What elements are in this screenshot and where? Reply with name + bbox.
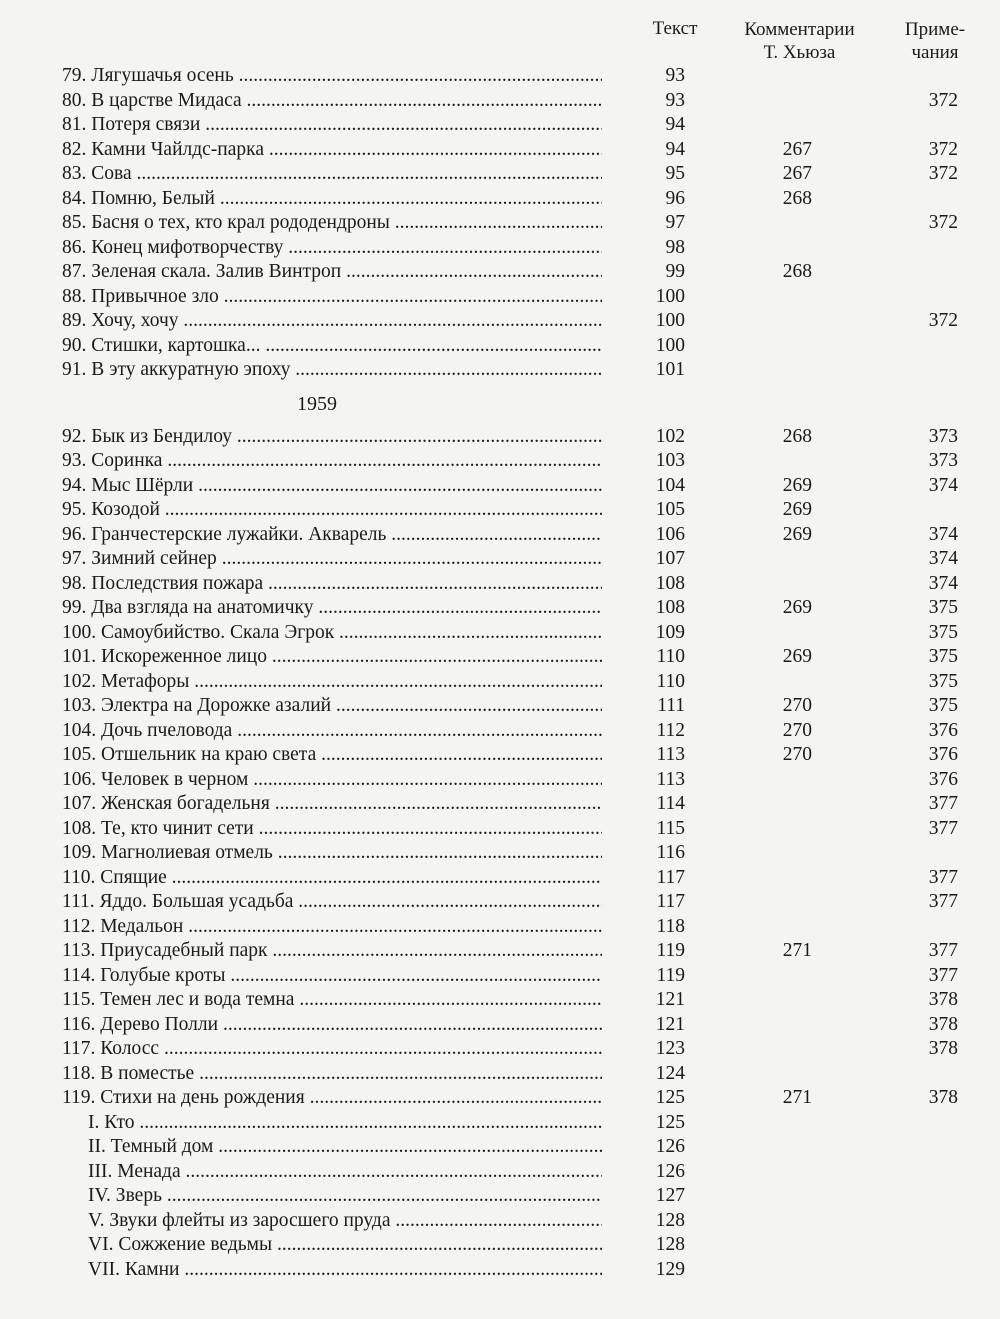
contents-row xyxy=(0,547,1000,572)
row-title: 101. Искореженное лицо ..... xyxy=(62,645,602,670)
row-text-page: 102 xyxy=(655,425,685,447)
row-text-page: 128 xyxy=(655,1234,685,1255)
row-title: 116. Дерево Полли ..... xyxy=(62,1013,602,1038)
row-text-page: 107 xyxy=(655,548,685,569)
row-title: 98. Последствия пожара ..... xyxy=(62,572,602,597)
row-text-page: 103 xyxy=(655,450,685,471)
row-comments-page: 267 xyxy=(782,138,812,160)
contents-row xyxy=(0,719,1000,744)
contents-row xyxy=(0,187,1000,212)
row-text-page: 110 xyxy=(656,646,685,667)
row-notes-page: 376 xyxy=(928,744,958,765)
contents-row xyxy=(0,890,1000,915)
row-title: III. Менада ..... xyxy=(88,1160,602,1185)
row-title: 96. Гранчестерские лужайки. Акварель ..... xyxy=(62,523,602,548)
row-text-page: 116 xyxy=(656,842,685,863)
row-title: 90. Стишки, картошка... ..... xyxy=(62,334,602,359)
row-text-page: 126 xyxy=(655,1160,685,1182)
row-notes-page: 374 xyxy=(928,474,958,496)
contents-row xyxy=(0,1184,1000,1209)
contents-row xyxy=(0,841,1000,866)
header-comments-line1: Комментарии xyxy=(744,19,855,40)
row-comments-page: 267 xyxy=(782,163,812,184)
contents-row xyxy=(0,1062,1000,1087)
row-notes-page: 377 xyxy=(928,964,958,986)
row-title: 94. Мыс Шёрли ..... xyxy=(62,474,602,499)
contents-row xyxy=(0,988,1000,1013)
header-notes-line2: чания xyxy=(911,42,959,63)
row-comments-page: 269 xyxy=(782,646,812,667)
header-text: Текст xyxy=(652,18,698,39)
row-notes-page: 372 xyxy=(928,138,958,160)
row-text-page: 126 xyxy=(655,1136,685,1157)
contents-row xyxy=(0,309,1000,334)
row-text-page: 93 xyxy=(665,89,685,111)
row-comments-page: 270 xyxy=(782,695,812,716)
row-comments-page: 269 xyxy=(782,474,812,496)
row-text-page: 119 xyxy=(656,964,685,986)
row-title: 84. Помню, Белый ..... xyxy=(62,187,602,212)
contents-row xyxy=(0,64,1000,89)
row-text-page: 128 xyxy=(655,1209,685,1231)
row-text-page: 99 xyxy=(665,261,685,282)
contents-row xyxy=(0,964,1000,989)
row-notes-page: 374 xyxy=(928,523,958,545)
row-title: V. Звуки флейты из заросшего пруда ..... xyxy=(88,1209,602,1234)
row-notes-page: 378 xyxy=(928,1087,958,1108)
row-notes-page: 378 xyxy=(928,1038,958,1059)
contents-group-1959 xyxy=(0,425,1000,1283)
contents-row xyxy=(0,285,1000,310)
header-comments-line2: Т. Хьюза xyxy=(763,42,836,63)
row-title: 91. В эту аккуратную эпоху ..... xyxy=(62,358,602,383)
row-text-page: 117 xyxy=(656,866,685,888)
contents-row xyxy=(0,138,1000,163)
row-text-page: 112 xyxy=(656,719,685,741)
row-text-page: 119 xyxy=(656,940,685,961)
header-notes xyxy=(895,18,975,64)
row-notes-page: 375 xyxy=(928,646,958,667)
row-notes-page: 378 xyxy=(928,989,958,1010)
row-notes-page: 373 xyxy=(928,425,958,447)
row-title: 114. Голубые кроты ..... xyxy=(62,964,602,989)
row-text-page: 101 xyxy=(655,359,685,380)
row-text-page: 123 xyxy=(655,1038,685,1059)
contents-row xyxy=(0,449,1000,474)
contents-row xyxy=(0,621,1000,646)
row-comments-page: 270 xyxy=(782,744,812,765)
row-comments-page: 268 xyxy=(782,425,812,447)
row-title: 113. Приусадебный парк ..... xyxy=(62,939,602,964)
contents-row xyxy=(0,1135,1000,1160)
contents-row xyxy=(0,1037,1000,1062)
row-text-page: 106 xyxy=(655,523,685,545)
row-title: 93. Соринка ..... xyxy=(62,449,602,474)
contents-row xyxy=(0,260,1000,285)
row-title: 97. Зимний сейнер ..... xyxy=(62,547,602,572)
row-text-page: 111 xyxy=(657,695,685,716)
row-text-page: 97 xyxy=(665,212,685,233)
row-notes-page: 375 xyxy=(928,597,958,618)
contents-list xyxy=(0,64,1000,1282)
row-title: 81. Потеря связи ..... xyxy=(62,113,602,138)
row-text-page: 95 xyxy=(665,163,685,184)
row-comments-page: 271 xyxy=(782,940,812,961)
contents-row xyxy=(0,1111,1000,1136)
contents-row xyxy=(0,768,1000,793)
contents-row xyxy=(0,1086,1000,1111)
year-heading xyxy=(0,383,1000,425)
contents-row xyxy=(0,1258,1000,1283)
contents-row xyxy=(0,670,1000,695)
row-notes-page: 374 xyxy=(928,572,958,594)
contents-row xyxy=(0,358,1000,383)
row-text-page: 110 xyxy=(656,670,685,692)
contents-row xyxy=(0,1013,1000,1038)
row-title: 110. Спящие ..... xyxy=(62,866,602,891)
contents-row xyxy=(0,89,1000,114)
row-title: 103. Электра на Дорожке азалий ..... xyxy=(62,694,602,719)
contents-row xyxy=(0,743,1000,768)
row-comments-page: 269 xyxy=(782,597,812,618)
row-title: 115. Темен лес и вода темна ..... xyxy=(62,988,602,1013)
row-notes-page: 374 xyxy=(928,548,958,569)
row-title: 88. Привычное зло ..... xyxy=(62,285,602,310)
row-notes-page: 372 xyxy=(928,163,958,184)
row-notes-page: 372 xyxy=(928,212,958,233)
row-text-page: 108 xyxy=(655,572,685,594)
row-text-page: 114 xyxy=(656,793,685,814)
row-notes-page: 377 xyxy=(928,793,958,814)
contents-group-1958 xyxy=(0,64,1000,383)
contents-row xyxy=(0,162,1000,187)
row-title: VI. Сожжение ведьмы ..... xyxy=(88,1233,602,1258)
contents-row xyxy=(0,694,1000,719)
row-title: 87. Зеленая скала. Залив Винтроп ..... xyxy=(62,260,602,285)
row-comments-page: 271 xyxy=(782,1087,812,1108)
row-text-page: 93 xyxy=(665,65,685,86)
row-comments-page: 268 xyxy=(782,261,812,282)
row-title: 106. Человек в черном ..... xyxy=(62,768,602,793)
contents-row xyxy=(0,1209,1000,1234)
row-text-page: 113 xyxy=(656,768,685,790)
row-notes-page: 375 xyxy=(928,621,958,643)
row-text-page: 121 xyxy=(655,989,685,1010)
row-text-page: 98 xyxy=(665,236,685,258)
row-notes-page: 372 xyxy=(928,89,958,111)
contents-row xyxy=(0,817,1000,842)
row-title: 82. Камни Чайлдс-парка ..... xyxy=(62,138,602,163)
row-title: 117. Колосс ..... xyxy=(62,1037,602,1062)
row-title: 99. Два взгляда на анатомичку ..... xyxy=(62,596,602,621)
row-text-page: 104 xyxy=(655,474,685,496)
contents-row xyxy=(0,866,1000,891)
row-title: 108. Те, кто чинит сети ..... xyxy=(62,817,602,842)
row-text-page: 100 xyxy=(655,310,685,331)
row-text-page: 100 xyxy=(655,285,685,307)
row-title: 109. Магнолиевая отмель ..... xyxy=(62,841,602,866)
row-comments-page: 269 xyxy=(782,523,812,545)
row-notes-page: 372 xyxy=(928,310,958,331)
row-title: 118. В поместье ..... xyxy=(62,1062,602,1087)
row-title: 107. Женская богадельня ..... xyxy=(62,792,602,817)
row-title: 104. Дочь пчеловода ..... xyxy=(62,719,602,744)
row-notes-page: 375 xyxy=(928,695,958,716)
row-text-page: 125 xyxy=(655,1087,685,1108)
row-title: 119. Стихи на день рождения ..... xyxy=(62,1086,602,1111)
row-title: 83. Сова ..... xyxy=(62,162,602,187)
row-comments-page: 268 xyxy=(782,187,812,209)
contents-row xyxy=(0,211,1000,236)
row-text-page: 113 xyxy=(656,744,685,765)
row-notes-page: 375 xyxy=(928,670,958,692)
row-notes-page: 377 xyxy=(928,817,958,839)
contents-row xyxy=(0,645,1000,670)
contents-row xyxy=(0,523,1000,548)
row-title: 100. Самоубийство. Скала Эгрок ..... xyxy=(62,621,602,646)
row-title: 111. Яддо. Большая усадьба ..... xyxy=(62,890,602,915)
row-title: 92. Бык из Бендилоу ..... xyxy=(62,425,602,450)
row-title: 112. Медальон ..... xyxy=(62,915,602,940)
contents-row xyxy=(0,236,1000,261)
row-text-page: 96 xyxy=(665,187,685,209)
contents-row xyxy=(0,334,1000,359)
contents-row xyxy=(0,1233,1000,1258)
contents-row xyxy=(0,498,1000,523)
contents-row xyxy=(0,596,1000,621)
row-text-page: 124 xyxy=(655,1062,685,1084)
column-headers xyxy=(0,18,1000,68)
row-notes-page: 377 xyxy=(928,891,958,912)
row-title: I. Кто ..... xyxy=(88,1111,602,1136)
row-notes-page: 373 xyxy=(928,450,958,471)
contents-row xyxy=(0,425,1000,450)
row-notes-page: 376 xyxy=(928,768,958,790)
row-title: 95. Козодой ..... xyxy=(62,498,602,523)
row-text-page: 108 xyxy=(655,597,685,618)
row-text-page: 115 xyxy=(656,817,685,839)
row-text-page: 121 xyxy=(655,1013,685,1035)
contents-row xyxy=(0,474,1000,499)
row-title: 79. Лягушачья осень ..... xyxy=(62,64,602,89)
contents-row xyxy=(0,792,1000,817)
row-text-page: 94 xyxy=(665,138,685,160)
contents-row xyxy=(0,939,1000,964)
row-notes-page: 376 xyxy=(928,719,958,741)
contents-row xyxy=(0,113,1000,138)
header-comments xyxy=(722,18,877,64)
row-title: IV. Зверь ..... xyxy=(88,1184,602,1209)
year-label: 1959 xyxy=(297,392,337,415)
row-title: VII. Камни ..... xyxy=(88,1258,602,1283)
row-text-page: 117 xyxy=(656,891,685,912)
row-title: 85. Басня о тех, кто крал рододендроны ..... xyxy=(62,211,602,236)
row-text-page: 127 xyxy=(655,1185,685,1206)
row-comments-page: 270 xyxy=(782,719,812,741)
row-notes-page: 378 xyxy=(928,1013,958,1035)
row-comments-page: 269 xyxy=(782,499,812,520)
contents-row xyxy=(0,1160,1000,1185)
row-title: 86. Конец мифотворчеству ..... xyxy=(62,236,602,261)
contents-row xyxy=(0,915,1000,940)
row-notes-page: 377 xyxy=(928,940,958,961)
row-title: 105. Отшельник на краю света ..... xyxy=(62,743,602,768)
row-text-page: 129 xyxy=(655,1258,685,1280)
row-text-page: 100 xyxy=(655,334,685,356)
row-notes-page: 377 xyxy=(928,866,958,888)
row-text-page: 118 xyxy=(656,915,685,937)
row-title: II. Темный дом ..... xyxy=(88,1135,602,1160)
row-text-page: 94 xyxy=(665,114,685,135)
row-text-page: 125 xyxy=(655,1111,685,1133)
row-title: 89. Хочу, хочу ..... xyxy=(62,309,602,334)
contents-row xyxy=(0,572,1000,597)
header-notes-line1: Приме- xyxy=(904,19,966,40)
row-text-page: 105 xyxy=(655,499,685,520)
row-title: 80. В царстве Мидаса ..... xyxy=(62,89,602,114)
row-title: 102. Метафоры ..... xyxy=(62,670,602,695)
row-text-page: 109 xyxy=(655,621,685,643)
